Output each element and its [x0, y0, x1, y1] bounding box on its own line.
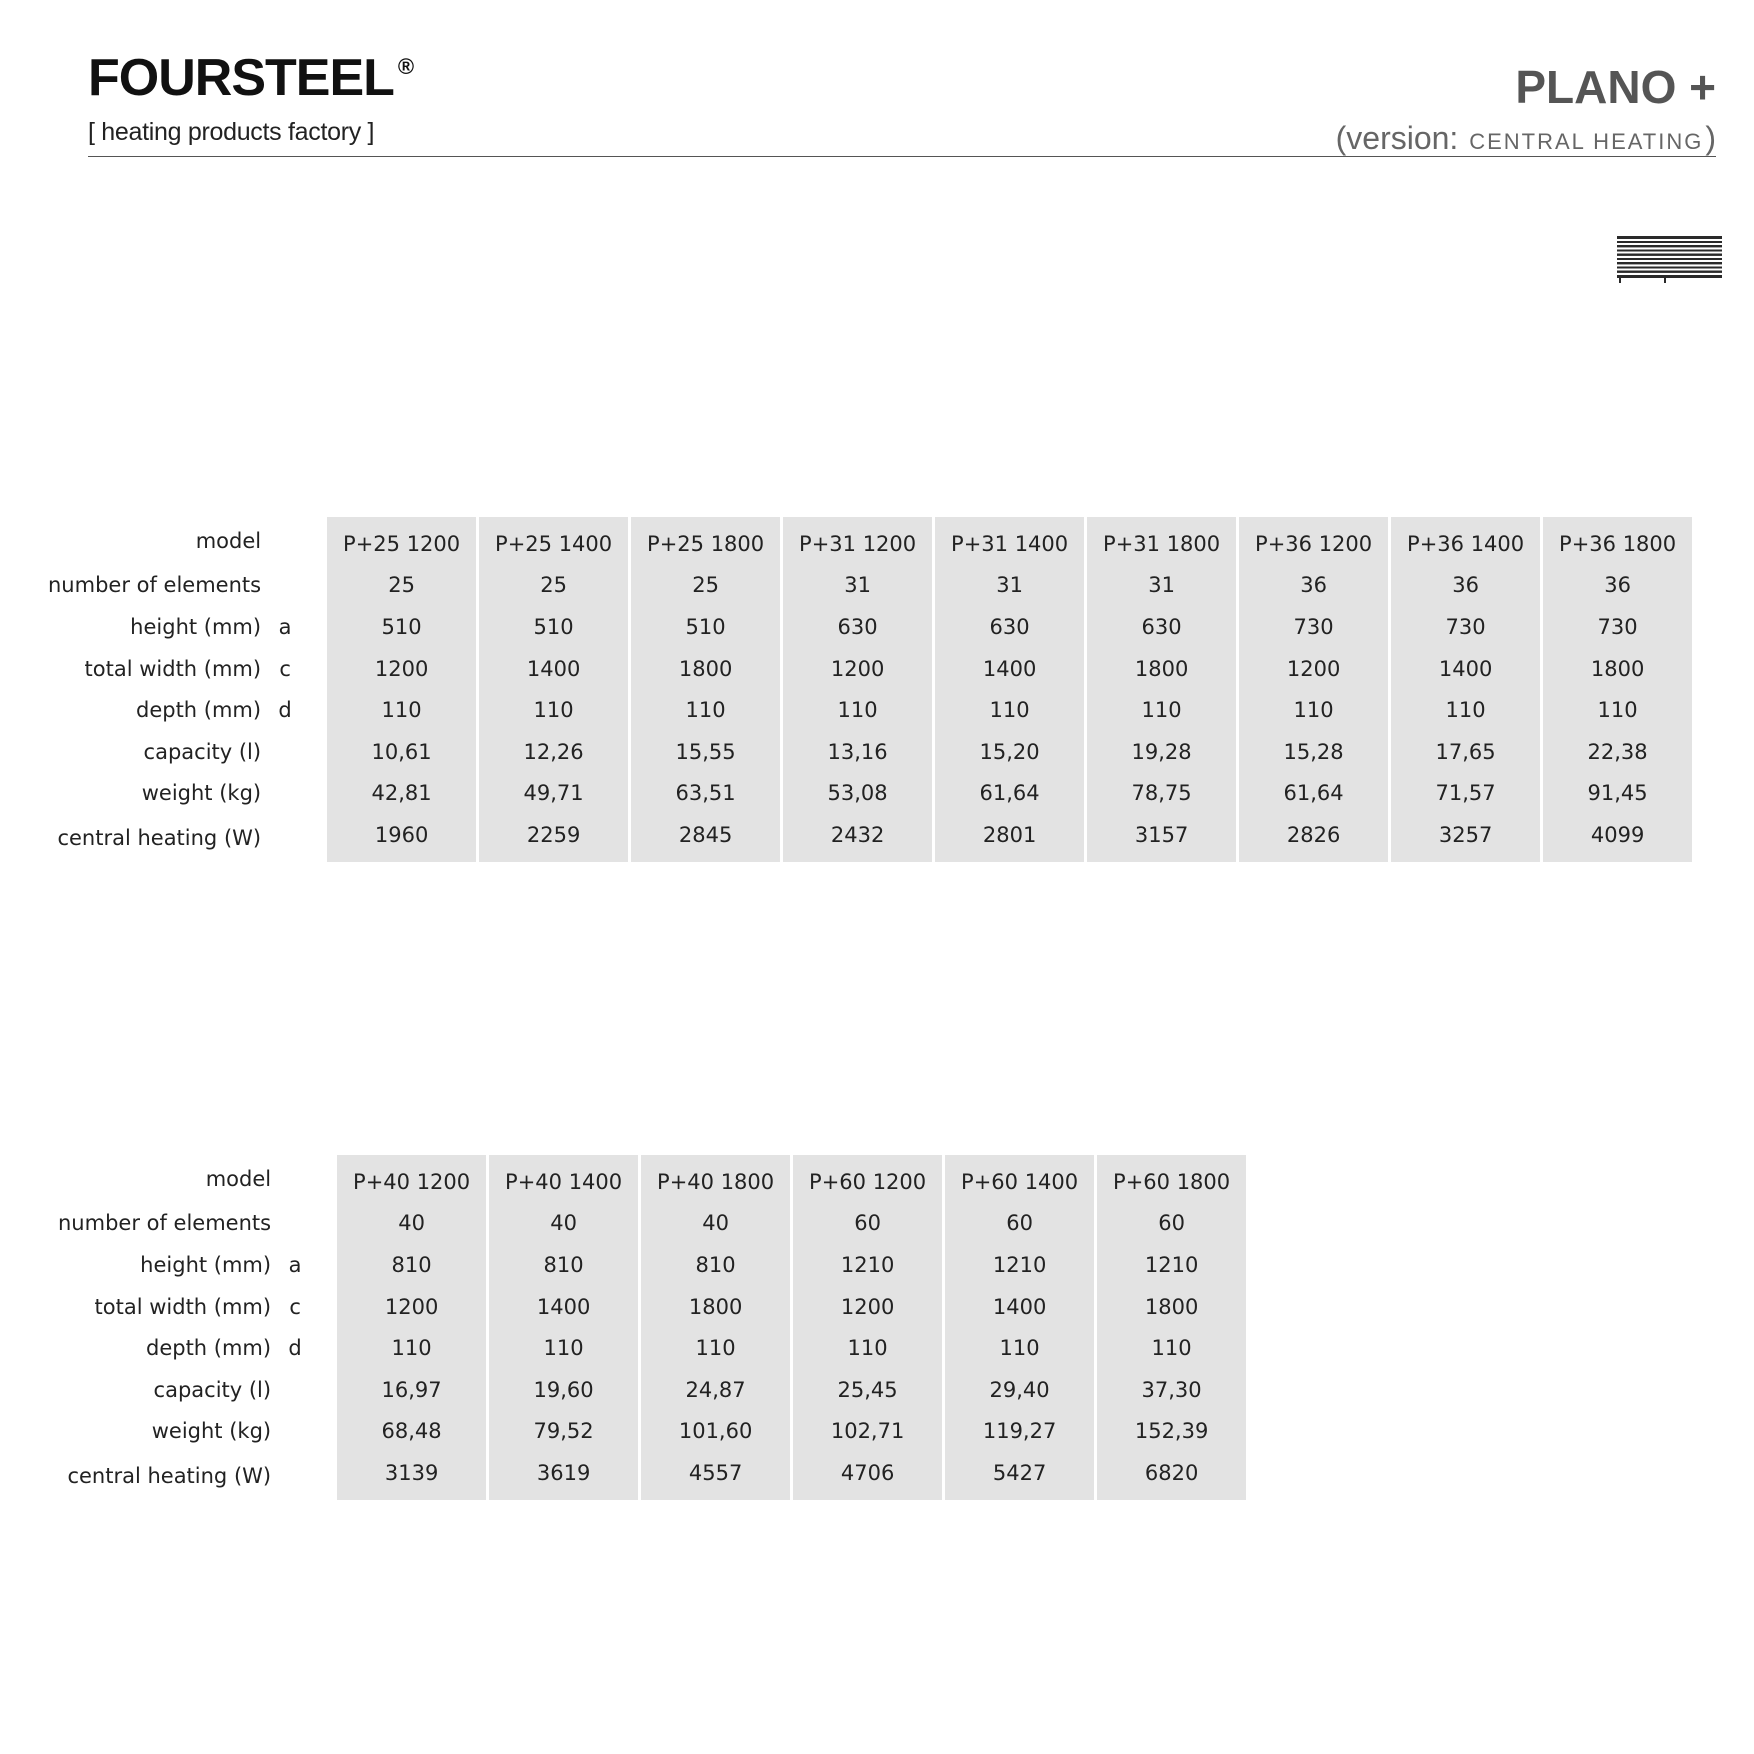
cell-elements: 60 — [942, 1203, 1094, 1245]
cell-heating: 2259 — [476, 814, 628, 862]
brand-logo — [88, 49, 414, 107]
cell-weight: 119,27 — [942, 1411, 1094, 1453]
cell-height: 810 — [638, 1244, 790, 1286]
cell-weight: 79,52 — [486, 1411, 638, 1453]
cell-weight: 101,60 — [638, 1411, 790, 1453]
table-row-height — [48, 606, 1692, 648]
cell-elements: 60 — [1094, 1203, 1246, 1245]
cell-capacity: 12,26 — [476, 731, 628, 773]
cell-heating: 5427 — [942, 1452, 1094, 1500]
column-gap — [319, 1369, 337, 1411]
product-heading — [1335, 61, 1716, 157]
cell-elements: 36 — [1540, 565, 1692, 607]
row-label-elements: number of elements — [58, 1211, 272, 1236]
dimension-letter — [271, 1452, 319, 1500]
cell-heating: 4557 — [638, 1452, 790, 1500]
table-row-heating — [58, 1452, 1246, 1500]
cell-heating: 2801 — [932, 814, 1084, 862]
cell-heating: 2845 — [628, 814, 780, 862]
table-row-model — [58, 1155, 1246, 1203]
cell-depth: 110 — [1236, 689, 1388, 731]
cell-depth: 110 — [638, 1327, 790, 1369]
table-row-depth — [48, 689, 1692, 731]
cell-capacity: 29,40 — [942, 1369, 1094, 1411]
dimension-letter: a — [288, 1252, 302, 1277]
dimension-letter: a — [278, 614, 292, 639]
row-label-model: model — [195, 528, 262, 553]
dimension-letter — [261, 814, 309, 862]
cell-depth: 110 — [628, 689, 780, 731]
cell-depth: 110 — [1094, 1327, 1246, 1369]
cell-weight: 53,08 — [780, 773, 932, 815]
column-gap — [309, 606, 327, 648]
cell-elements: 31 — [932, 565, 1084, 607]
row-label-depth: depth (mm) — [135, 698, 262, 723]
cell-depth: 110 — [1084, 689, 1236, 731]
cell-depth: 110 — [476, 689, 628, 731]
cell-model: P+25 1800 — [628, 517, 780, 565]
dimension-letter: d — [288, 1336, 302, 1361]
row-label-weight: weight (kg) — [141, 781, 262, 806]
dimension-letter — [271, 1369, 319, 1411]
row-label-height: height (mm) — [140, 1252, 272, 1277]
row-label-model: model — [205, 1166, 272, 1191]
cell-weight: 152,39 — [1094, 1411, 1246, 1453]
dimension-letter — [261, 517, 309, 565]
row-label-elements: number of elements — [48, 573, 262, 598]
row-label-depth: depth (mm) — [145, 1336, 272, 1361]
cell-width: 1400 — [942, 1286, 1094, 1328]
cell-capacity: 19,28 — [1084, 731, 1236, 773]
version-suffix: ) — [1705, 120, 1716, 156]
cell-capacity: 37,30 — [1094, 1369, 1246, 1411]
cell-model: P+36 1800 — [1540, 517, 1692, 565]
cell-model: P+60 1400 — [942, 1155, 1094, 1203]
cell-model: P+25 1200 — [327, 517, 476, 565]
registered-mark: ® — [397, 54, 414, 79]
cell-model: P+31 1400 — [932, 517, 1084, 565]
product-version — [1336, 120, 1716, 157]
row-label-capacity: capacity (l) — [143, 739, 262, 764]
cell-height: 630 — [932, 606, 1084, 648]
cell-width: 1800 — [638, 1286, 790, 1328]
cell-capacity: 10,61 — [327, 731, 476, 773]
cell-height: 730 — [1388, 606, 1540, 648]
dimension-letter — [261, 565, 309, 607]
cell-elements: 40 — [486, 1203, 638, 1245]
row-label-heating: central heating (W) — [67, 1463, 272, 1488]
cell-depth: 110 — [1388, 689, 1540, 731]
column-gap — [309, 517, 327, 565]
cell-width: 1200 — [780, 648, 932, 690]
cell-heating: 3619 — [486, 1452, 638, 1500]
cell-capacity: 13,16 — [780, 731, 932, 773]
cell-heating: 4706 — [790, 1452, 942, 1500]
cell-weight: 61,64 — [932, 773, 1084, 815]
cell-weight: 91,45 — [1540, 773, 1692, 815]
cell-height: 510 — [628, 606, 780, 648]
cell-width: 1800 — [1094, 1286, 1246, 1328]
table-row-width — [58, 1286, 1246, 1328]
cell-width: 1200 — [327, 648, 476, 690]
column-gap — [309, 814, 327, 862]
row-label-capacity: capacity (l) — [153, 1377, 272, 1402]
cell-height: 730 — [1236, 606, 1388, 648]
cell-weight: 78,75 — [1084, 773, 1236, 815]
cell-depth: 110 — [942, 1327, 1094, 1369]
column-gap — [309, 648, 327, 690]
column-gap — [319, 1244, 337, 1286]
cell-weight: 71,57 — [1388, 773, 1540, 815]
dimension-letter — [271, 1411, 319, 1453]
cell-height: 510 — [476, 606, 628, 648]
table-row-depth — [58, 1327, 1246, 1369]
cell-capacity: 22,38 — [1540, 731, 1692, 773]
cell-depth: 110 — [327, 689, 476, 731]
table-row-weight — [48, 773, 1692, 815]
cell-heating: 6820 — [1094, 1452, 1246, 1500]
cell-weight: 68,48 — [337, 1411, 486, 1453]
cell-depth: 110 — [337, 1327, 486, 1369]
cell-heating: 4099 — [1540, 814, 1692, 862]
dimension-letter — [271, 1155, 319, 1203]
table-row-height — [58, 1244, 1246, 1286]
cell-depth: 110 — [486, 1327, 638, 1369]
row-label-heating: central heating (W) — [57, 825, 262, 850]
cell-weight: 102,71 — [790, 1411, 942, 1453]
dimension-letter: c — [279, 656, 291, 681]
cell-height: 630 — [1084, 606, 1236, 648]
dimension-letter: d — [278, 698, 292, 723]
cell-width: 1200 — [1236, 648, 1388, 690]
cell-model: P+31 1800 — [1084, 517, 1236, 565]
cell-heating: 2432 — [780, 814, 932, 862]
column-gap — [309, 773, 327, 815]
cell-height: 510 — [327, 606, 476, 648]
cell-heating: 2826 — [1236, 814, 1388, 862]
cell-model: P+36 1400 — [1388, 517, 1540, 565]
cell-capacity: 15,20 — [932, 731, 1084, 773]
cell-depth: 110 — [1540, 689, 1692, 731]
brand-block — [88, 49, 414, 147]
cell-model: P+60 1800 — [1094, 1155, 1246, 1203]
cell-elements: 25 — [628, 565, 780, 607]
cell-model: P+31 1200 — [780, 517, 932, 565]
cell-elements: 25 — [476, 565, 628, 607]
cell-weight: 61,64 — [1236, 773, 1388, 815]
cell-elements: 25 — [327, 565, 476, 607]
column-gap — [309, 689, 327, 731]
column-gap — [319, 1411, 337, 1453]
spec-table-2 — [58, 1155, 1246, 1500]
cell-heating: 3257 — [1388, 814, 1540, 862]
cell-height: 1210 — [942, 1244, 1094, 1286]
cell-height: 810 — [486, 1244, 638, 1286]
table-row-model — [48, 517, 1692, 565]
cell-width: 1800 — [1540, 648, 1692, 690]
cell-capacity: 15,55 — [628, 731, 780, 773]
cell-model: P+60 1200 — [790, 1155, 942, 1203]
cell-height: 1210 — [790, 1244, 942, 1286]
cell-depth: 110 — [932, 689, 1084, 731]
cell-capacity: 25,45 — [790, 1369, 942, 1411]
product-title: PLANO + — [1515, 61, 1716, 113]
cell-capacity: 24,87 — [638, 1369, 790, 1411]
version-prefix: (version: — [1335, 120, 1459, 156]
cell-height: 810 — [337, 1244, 486, 1286]
column-gap — [319, 1155, 337, 1203]
cell-heating: 3157 — [1084, 814, 1236, 862]
dimension-letter — [261, 731, 309, 773]
table-row-capacity — [58, 1369, 1246, 1411]
column-gap — [319, 1286, 337, 1328]
cell-heating: 3139 — [337, 1452, 486, 1500]
cell-width: 1200 — [337, 1286, 486, 1328]
table-row-capacity — [48, 731, 1692, 773]
cell-width: 1400 — [476, 648, 628, 690]
version-value: CENTRAL HEATING — [1469, 129, 1704, 154]
cell-heating: 1960 — [327, 814, 476, 862]
cell-height: 730 — [1540, 606, 1692, 648]
cell-elements: 60 — [790, 1203, 942, 1245]
row-label-width: total width (mm) — [84, 656, 262, 681]
cell-height: 630 — [780, 606, 932, 648]
cell-elements: 40 — [337, 1203, 486, 1245]
dimension-letter: c — [289, 1294, 301, 1319]
cell-elements: 40 — [638, 1203, 790, 1245]
cell-elements: 36 — [1236, 565, 1388, 607]
cell-width: 1800 — [628, 648, 780, 690]
cell-elements: 31 — [1084, 565, 1236, 607]
cell-model: P+25 1400 — [476, 517, 628, 565]
cell-capacity: 16,97 — [337, 1369, 486, 1411]
cell-depth: 110 — [780, 689, 932, 731]
table-row-weight — [58, 1411, 1246, 1453]
column-gap — [319, 1327, 337, 1369]
table-row-heating — [48, 814, 1692, 862]
column-gap — [319, 1203, 337, 1245]
row-label-height: height (mm) — [130, 614, 262, 639]
cell-width: 1400 — [1388, 648, 1540, 690]
brand-name: FOURSTEEL — [88, 49, 394, 107]
row-label-weight: weight (kg) — [151, 1419, 272, 1444]
cell-weight: 49,71 — [476, 773, 628, 815]
cell-width: 1800 — [1084, 648, 1236, 690]
column-gap — [309, 565, 327, 607]
cell-height: 1210 — [1094, 1244, 1246, 1286]
cell-weight: 63,51 — [628, 773, 780, 815]
cell-elements: 36 — [1388, 565, 1540, 607]
dimension-letter — [261, 773, 309, 815]
cell-model: P+40 1200 — [337, 1155, 486, 1203]
table-row-elements — [58, 1203, 1246, 1245]
row-label-width: total width (mm) — [94, 1294, 272, 1319]
cell-model: P+40 1800 — [638, 1155, 790, 1203]
spec-table-1 — [48, 517, 1692, 862]
dimension-letter — [271, 1203, 319, 1245]
cell-width: 1400 — [486, 1286, 638, 1328]
table-row-width — [48, 648, 1692, 690]
cell-capacity: 19,60 — [486, 1369, 638, 1411]
table-row-elements — [48, 565, 1692, 607]
cell-depth: 110 — [790, 1327, 942, 1369]
cell-capacity: 17,65 — [1388, 731, 1540, 773]
cell-model: P+36 1200 — [1236, 517, 1388, 565]
cell-capacity: 15,28 — [1236, 731, 1388, 773]
column-gap — [309, 731, 327, 773]
header-divider — [88, 156, 1716, 157]
column-gap — [319, 1452, 337, 1500]
brand-tagline: [ heating products factory ] — [88, 118, 375, 146]
cell-width: 1200 — [790, 1286, 942, 1328]
cell-width: 1400 — [932, 648, 1084, 690]
radiator-icon — [1617, 236, 1722, 284]
cell-model: P+40 1400 — [486, 1155, 638, 1203]
cell-elements: 31 — [780, 565, 932, 607]
cell-weight: 42,81 — [327, 773, 476, 815]
